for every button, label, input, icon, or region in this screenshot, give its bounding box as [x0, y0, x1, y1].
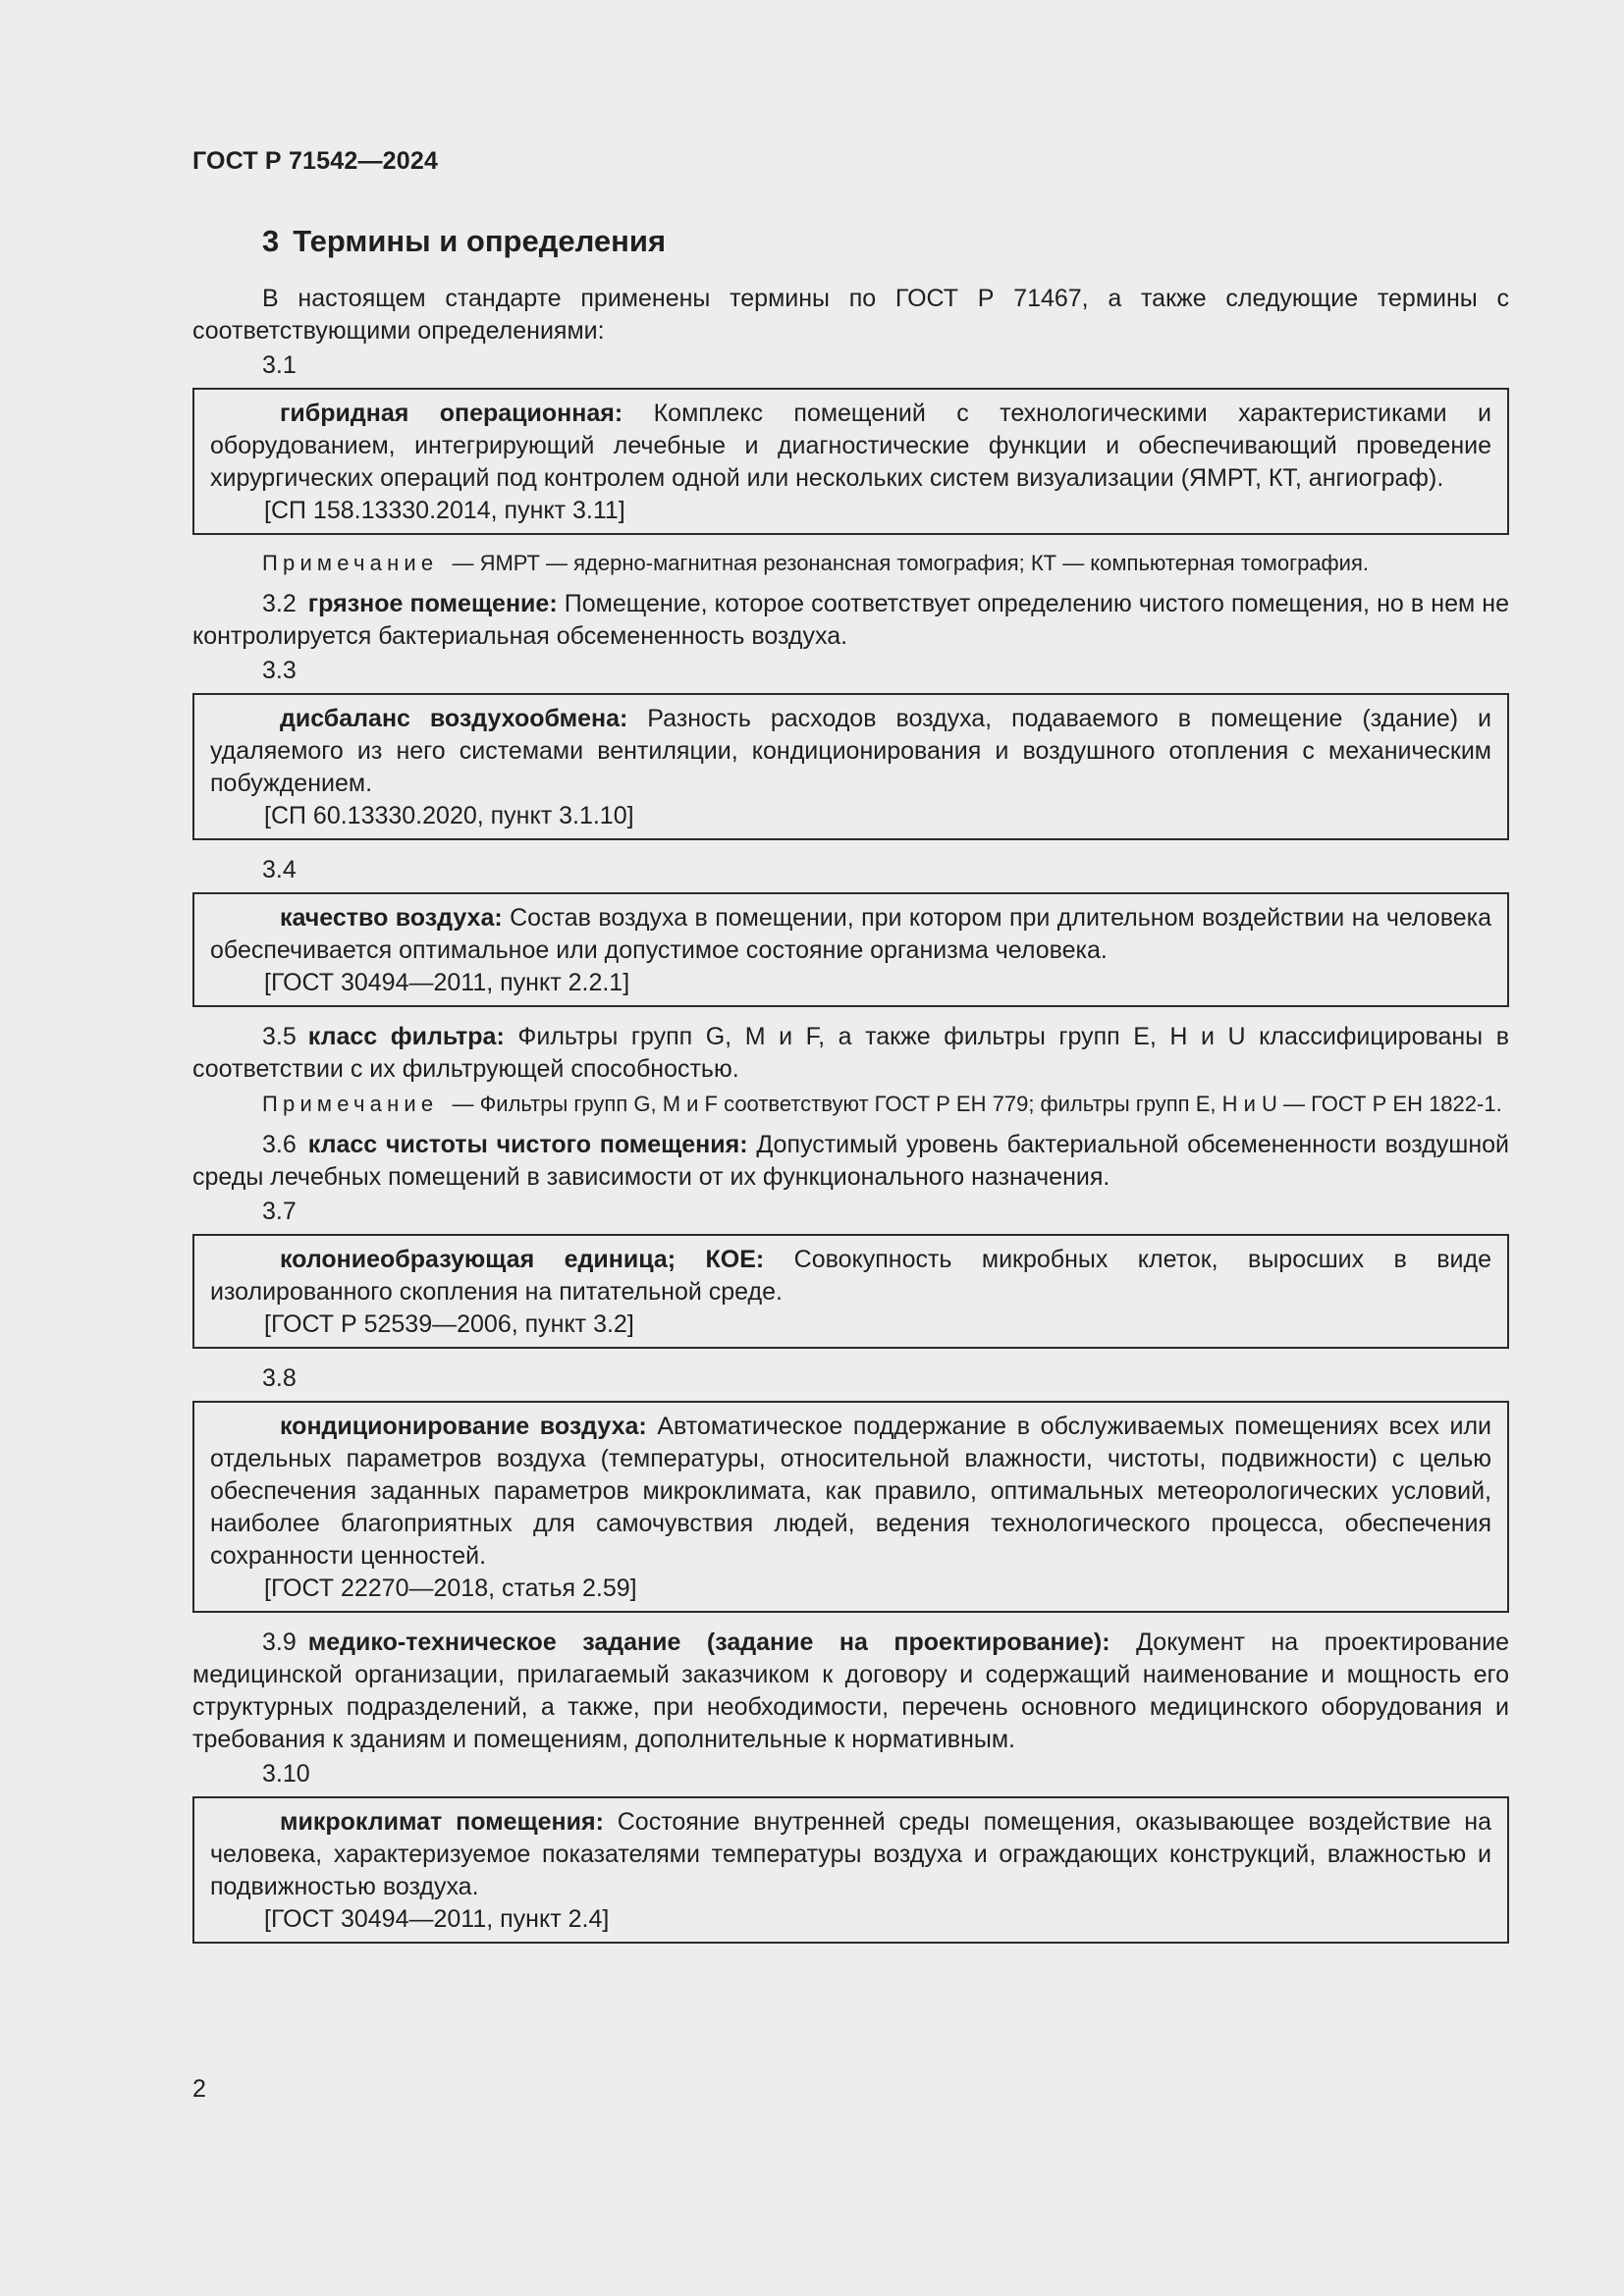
term-text: Разность расходов воздуха, подаваемого в помещение (здание) и удаляемого из него системами вентиляции, кондиционирования и воздушного отопления с механическим побуждением.	[210, 705, 1491, 797]
note-label: Примечание	[262, 551, 439, 575]
term-definition	[210, 398, 1491, 495]
term-name: класс фильтра:	[307, 1023, 505, 1050]
term-number: 3.2	[262, 590, 297, 617]
term-definition	[210, 902, 1491, 967]
document-header: ГОСТ Р 71542—2024	[192, 147, 439, 175]
term-source: [СП 158.13330.2014, пункт 3.11]	[264, 497, 625, 524]
terms-content	[192, 283, 1509, 1957]
term-number: 3.3	[262, 657, 297, 684]
term-definition	[210, 1806, 1491, 1903]
term-number: 3.1	[262, 351, 297, 379]
term-number: 3.9	[262, 1629, 297, 1656]
term-box	[192, 693, 1509, 840]
intro-paragraph: В настоящем стандарте применены термины по ГОСТ Р 71467, а также следующие термины с соответствующими определениями:	[192, 285, 1509, 345]
term-box	[192, 892, 1509, 1007]
term-number: 3.5	[262, 1023, 297, 1050]
term-box	[192, 1796, 1509, 1944]
term-name: гибридная операционная:	[280, 400, 623, 427]
term-text: Автоматическое поддержание в обслуживаемых помещениях всех или отдельных параметров воздуха (температуры, относительной влажности, чистоты, подвижности) с целью обеспечения заданных параметров микроклимата, как правило, оптимальных метеорологических условий, наиболее благоприятных для самочувствия людей, ведения технологического процесса, обеспечения сохранности ценностей.	[210, 1413, 1491, 1570]
term-source: [ГОСТ 30494—2011, пункт 2.4]	[264, 1905, 610, 1933]
term-name: колониеобразующая единица; КОЕ:	[280, 1246, 765, 1273]
term-number: 3.10	[262, 1760, 310, 1788]
term-text: Помещение, которое соответствует определению чистого помещения, но в нем не контролируется бактериальная обсемененность воздуха.	[192, 590, 1509, 650]
term-definition	[210, 703, 1491, 800]
term-definition	[210, 1411, 1491, 1573]
term-box	[192, 388, 1509, 535]
term-text: Допустимый уровень бактериальной обсемененности воздушной среды лечебных помещений в зависимости от их функционального назначения.	[192, 1131, 1509, 1191]
term-definition	[210, 1244, 1491, 1308]
term-number: 3.4	[262, 856, 297, 883]
section-title	[262, 224, 666, 259]
term-source: [СП 60.13330.2020, пункт 3.1.10]	[264, 802, 634, 829]
term-name: качество воздуха:	[280, 904, 503, 932]
term-text: Комплекс помещений с технологическими характеристиками и оборудованием, интегрирующий лечебные и диагностические функции и обеспечивающий проведение хирургических операций под контролем одной или нескольких систем визуализации (ЯМРТ, КТ, ангиограф).	[210, 400, 1491, 492]
note-text: — ЯМРТ — ядерно-магнитная резонансная томография; КТ — компьютерная томография.	[446, 551, 1369, 575]
term-text: Совокупность микробных клеток, выросших в виде изолированного скопления на питательной среде.	[210, 1246, 1491, 1306]
term-box	[192, 1401, 1509, 1613]
term-definition	[192, 588, 1509, 653]
term-number: 3.8	[262, 1364, 297, 1392]
term-definition	[192, 1021, 1509, 1086]
term-name: микроклимат помещения:	[280, 1808, 604, 1836]
page-number: 2	[192, 2075, 206, 2103]
term-text: Состав воздуха в помещении, при котором при длительном воздействии на человека обеспечивается оптимальное или допустимое состояние организма человека.	[210, 904, 1492, 964]
term-text: Документ на проектирование медицинской организации, прилагаемый заказчиком к договору и содержащий наименование и мощность его структурных подразделений, а также, при необходимости, перечень основного медицинского оборудования и требования к зданиям и помещениям, дополнительные к нормативным.	[192, 1629, 1509, 1753]
term-name: грязное помещение:	[307, 590, 558, 617]
section-number: 3	[262, 224, 280, 258]
note	[192, 549, 1509, 578]
term-name: медико-техническое задание (задание на проектирование):	[307, 1629, 1110, 1656]
term-name: кондиционирование воздуха:	[280, 1413, 647, 1440]
term-number: 3.7	[262, 1198, 297, 1225]
note	[192, 1090, 1509, 1119]
term-source: [ГОСТ Р 52539—2006, пункт 3.2]	[264, 1310, 634, 1338]
term-name: дисбаланс воздухообмена:	[280, 705, 628, 732]
term-number: 3.6	[262, 1131, 297, 1158]
section-title-text: Термины и определения	[293, 224, 667, 258]
term-source: [ГОСТ 22270—2018, статья 2.59]	[264, 1575, 637, 1602]
term-name: класс чистоты чистого помещения:	[307, 1131, 748, 1158]
term-box	[192, 1234, 1509, 1349]
term-text: Состояние внутренней среды помещения, оказывающее воздействие на человека, характеризуемое показателями температуры воздуха и ограждающих конструкций, влажностью и подвижностью воздуха.	[210, 1808, 1492, 1900]
note-text: — Фильтры групп G, M и F соответствуют ГОСТ Р ЕН 779; фильтры групп E, H и U — ГОСТ Р ЕН 1822-1.	[446, 1092, 1502, 1116]
note-label: Примечание	[262, 1092, 439, 1116]
term-definition	[192, 1129, 1509, 1194]
term-source: [ГОСТ 30494—2011, пункт 2.2.1]	[264, 969, 630, 996]
term-definition	[192, 1627, 1509, 1756]
term-text: Фильтры групп G, M и F, а также фильтры групп E, H и U классифицированы в соответствии с их фильтрующей способностью.	[192, 1023, 1509, 1083]
